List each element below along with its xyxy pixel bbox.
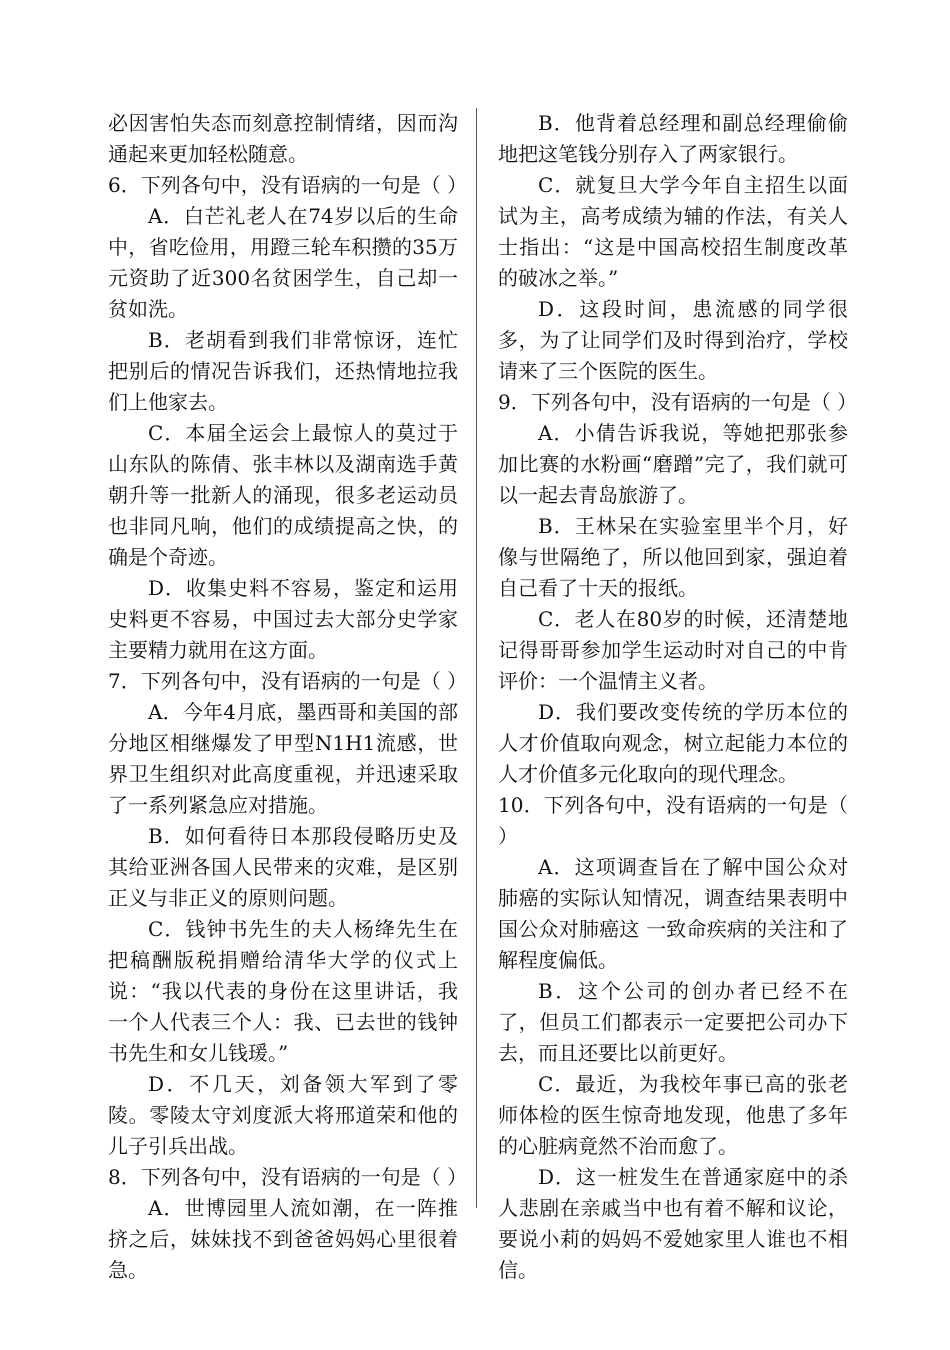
question-9 [498, 387, 858, 790]
question-10-option-d: D．这一桩发生在普通家庭中的杀人悲剧在亲戚当中也有着不解和议论，要说小莉的妈妈不爱她家里人谁也不相信。 [498, 1165, 848, 1282]
question-9-stem: 9．下列各句中，没有语病的一句是（ ） [498, 390, 858, 414]
question-8-stem: 8．下列各句中，没有语病的一句是（ ） [108, 1165, 468, 1189]
question-10-stem: 10．下列各句中，没有语病的一句是（ ） [498, 793, 848, 848]
question-6-option-a: A．白芒礼老人在74岁以后的生命中，省吃俭用，用蹬三轮车积攒的35万元资助了近300名贫困学生，自己却一贫如洗。 [108, 204, 458, 321]
question-9-option-c: C．老人在80岁的时候，还清楚地记得哥哥参加学生运动时对自己的中肯评价：一个温情主义者。 [498, 607, 848, 693]
question-8-option-b: B．他背着总经理和副总经理偷偷地把这笔钱分别存入了两家银行。 [498, 111, 848, 166]
question-10 [498, 790, 848, 1286]
question-7-option-d: D．不几天，刘备领大军到了零陵。零陵太守刘度派大将邢道荣和他的儿子引兵出战。 [108, 1072, 458, 1158]
question-6-stem: 6．下列各句中，没有语病的一句是（ ） [108, 173, 468, 197]
question-6-option-b: B．老胡看到我们非常惊讶，连忙把别后的情况告诉我们，还热情地拉我们上他家去。 [108, 328, 458, 414]
question-8-continued [498, 108, 848, 387]
question-10-option-b: B．这个公司的创办者已经不在了，但员工们都表示一定要把公司办下去，而且还要比以前更好。 [498, 979, 848, 1065]
column-divider [476, 108, 477, 1208]
question-8-option-a: A．世博园里人流如潮，在一阵推挤之后，妹妹找不到爸爸妈妈心里很着急。 [108, 1196, 458, 1282]
continuation-paragraph [108, 108, 458, 170]
question-7-option-a: A．今年4月底，墨西哥和美国的部分地区相继爆发了甲型N1H1流感，世界卫生组织对此高度重视，并迅速采取了一系列紧急应对措施。 [108, 700, 458, 817]
question-6-option-c: C．本届全运会上最惊人的莫过于山东队的陈倩、张丰林以及湖南选手黄朝升等一批新人的涌现，很多老运动员也非同凡响，他们的成绩提高之快，的确是个奇迹。 [108, 421, 458, 569]
right-column [498, 108, 858, 1286]
question-7-stem: 7．下列各句中，没有语病的一句是（ ） [108, 669, 468, 693]
question-9-option-a: A．小倩告诉我说，等她把那张参加比赛的水粉画“磨蹭”完了，我们就可以一起去青岛旅游了。 [498, 421, 848, 507]
question-9-option-b: B．王林呆在实验室里半个月，好像与世隔绝了，所以他回到家，强迫着自己看了十天的报纸。 [498, 514, 848, 600]
question-7-option-b: B．如何看待日本那段侵略历史及其给亚洲各国人民带来的灾难，是区别正义与非正义的原则问题。 [108, 824, 458, 910]
question-10-option-c: C．最近，为我校年事已高的张老师体检的医生惊奇地发现，他患了多年的心脏病竟然不治而愈了。 [498, 1072, 848, 1158]
question-8 [108, 1162, 468, 1286]
question-8-option-d: D．这段时间，患流感的同学很多，为了让同学们及时得到治疗，学校请来了三个医院的医生。 [498, 297, 848, 383]
left-column [108, 108, 468, 1286]
question-9-option-d: D．我们要改变传统的学历本位的人才价值取向观念，树立起能力本位的人才价值多元化取向的现代理念。 [498, 700, 848, 786]
question-6 [108, 170, 468, 666]
question-6-option-d: D．收集史料不容易，鉴定和运用史料更不容易，中国过去大部分史学家主要精力就用在这方面。 [108, 576, 458, 662]
question-8-option-c: C．就复旦大学今年自主招生以面试为主，高考成绩为辅的作法，有关人士指出：“这是中国高校招生制度改革的破冰之举。” [498, 173, 848, 290]
question-7 [108, 666, 468, 1162]
question-10-option-a: A．这项调查旨在了解中国公众对肺癌的实际认知情况，调查结果表明中国公众对肺癌这 一致命疾病的关注和了解程度偏低。 [498, 855, 848, 972]
question-7-option-c: C．钱钟书先生的夫人杨绛先生在把稿酬版税捐赠给清华大学的仪式上说：“我以代表的身份在这里讲话，我一个人代表三个人：我、已去世的钱钟书先生和女儿钱瑗。” [108, 917, 458, 1065]
continuation-text: 必因害怕失态而刻意控制情绪，因而沟通起来更加轻松随意。 [108, 111, 458, 166]
